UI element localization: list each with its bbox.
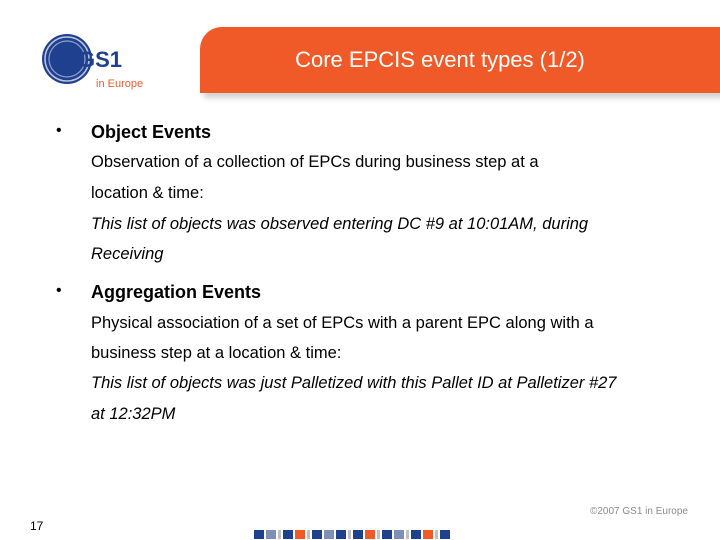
title-banner (200, 27, 720, 93)
gs1-logo (40, 32, 160, 94)
section-example-line: Receiving (91, 245, 164, 263)
gs1-logo-mark-icon (40, 32, 160, 94)
section-line: business step at a location & time: (91, 344, 342, 362)
section-line: Physical association of a set of EPCs with a parent EPC along with a (91, 314, 594, 332)
section-heading-aggregation-events: Aggregation Events (91, 282, 262, 302)
page-number: 17 (30, 519, 44, 533)
section-example-line: at 12:32PM (91, 405, 176, 423)
slide-title: Core EPCIS event types (1/2) (295, 47, 585, 72)
logo-brand: GS1 (78, 47, 123, 72)
bullet-marker: • (56, 282, 62, 299)
section-line: Observation of a collection of EPCs during business step at a (91, 153, 539, 171)
section-heading-object-events: Object Events (91, 122, 212, 142)
bullet-marker: • (56, 122, 62, 139)
footer-decoration-bar (254, 530, 450, 539)
logo-subtitle: in Europe (96, 78, 144, 90)
section-line: location & time: (91, 184, 204, 202)
section-example-line: This list of objects was observed entering DC #9 at 10:01AM, during (91, 215, 589, 233)
copyright-notice: ©2007 GS1 in Europe (590, 506, 688, 517)
section-example-line: This list of objects was just Palletized with this Pallet ID at Palletizer #27 (91, 374, 617, 392)
